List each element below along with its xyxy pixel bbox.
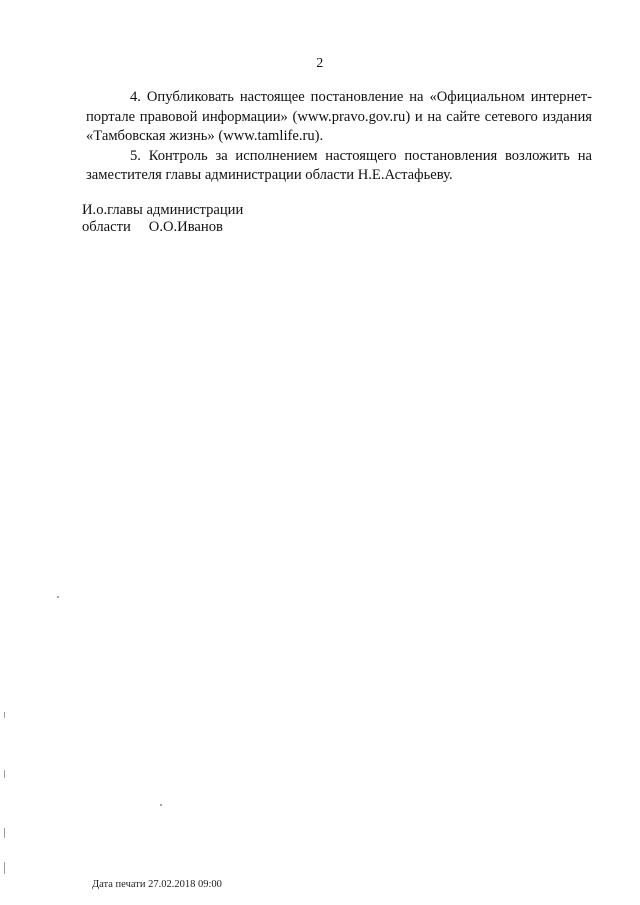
page-number: 2 bbox=[316, 56, 324, 71]
signature-block bbox=[82, 202, 243, 236]
scan-speck bbox=[160, 804, 162, 806]
signature-title-line2 bbox=[82, 219, 243, 236]
signatory-name: О.О.Иванов bbox=[148, 219, 223, 235]
signature-title-line1: И.о.главы администрации bbox=[82, 202, 244, 218]
scan-artifact bbox=[4, 770, 5, 778]
paragraph-4: 4. Опубликовать настоящее постановление на «Официальном интернет-портале правовой информации» (www.pravo.gov.ru) и на сайте сетевого издания «Тамбовская жизнь» (www.tamlife.ru). bbox=[86, 89, 592, 144]
scan-artifact bbox=[4, 712, 5, 718]
scan-artifact bbox=[4, 862, 5, 874]
scan-speck bbox=[57, 596, 59, 598]
scan-artifact bbox=[4, 828, 5, 838]
paragraph-5: 5. Контроль за исполнением настоящего постановления возложить на заместителя главы администрации области Н.Е.Астафьеву. bbox=[86, 147, 592, 183]
print-date: Дата печати 27.02.2018 09:00 bbox=[92, 879, 222, 890]
document-body bbox=[86, 88, 592, 186]
signature-title-region: области bbox=[82, 219, 131, 235]
